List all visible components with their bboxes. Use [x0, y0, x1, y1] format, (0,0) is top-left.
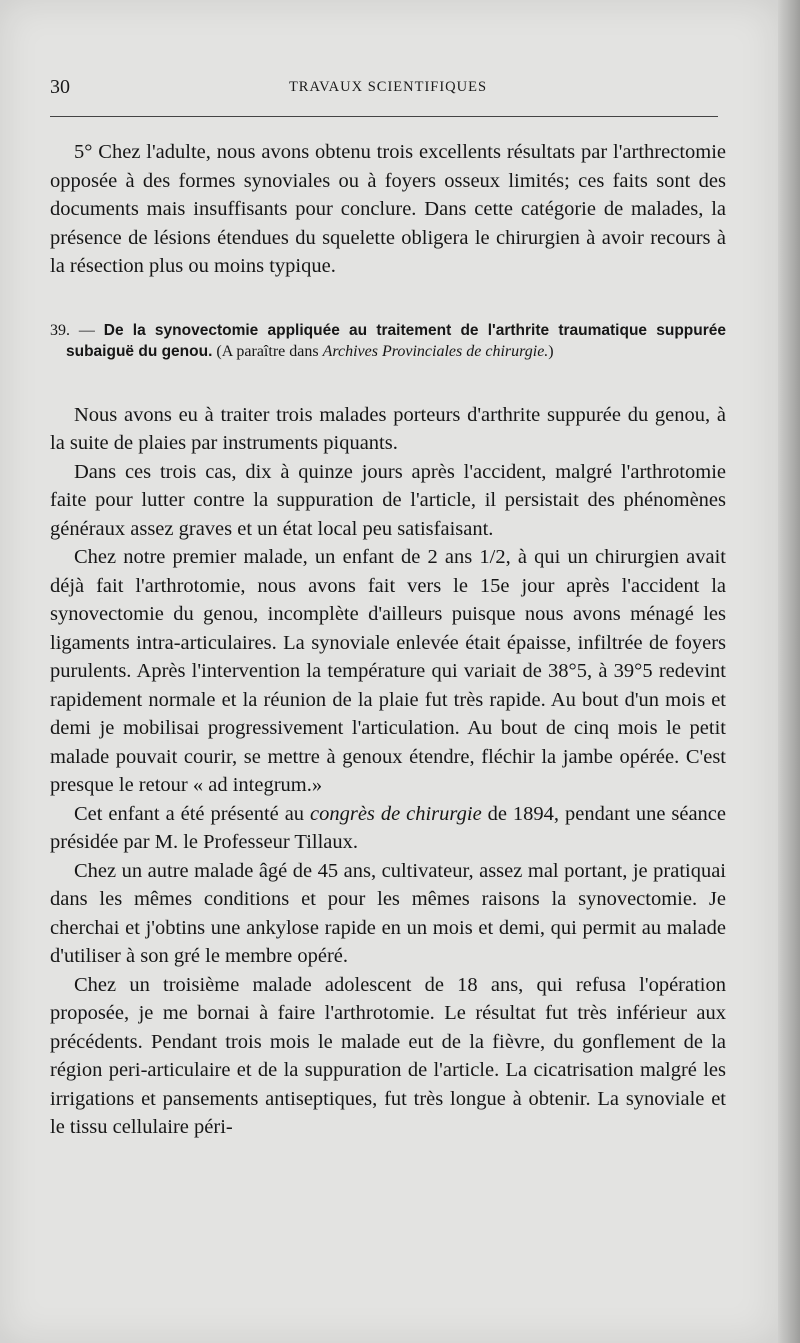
paragraph-third-patient: Chez un troisième malade adolescent de 18 ans, qui refusa l'opération proposée, je me bornai à faire l'arthrotomie. Le résultat fut très inférieur aux précédents. Pendant trois mois le malade eut de la fièvre, du gonflement de la région peri-articulaire et de la suppuration de l'article. La cicatrisation malgré les irrigations et pansements antiseptiques, fut très longue à obtenir. La synoviale et le tissu cellulaire péri-: [50, 973, 726, 1138]
entry-note-prefix: (A paraître dans: [212, 342, 323, 360]
page-number: 30: [50, 76, 70, 98]
congress-text-before: Cet enfant a été présenté au: [74, 802, 310, 825]
paragraph-second-patient: Chez un autre malade âgé de 45 ans, cultivateur, assez mal portant, je pratiquai dans les mêmes conditions et pour les mêmes raisons la synovectomie. Je cherchai et j'obtins une ankylose rapide en un mois et demi, qui permit au malade d'utiliser à son gré le membre opéré.: [50, 859, 726, 967]
running-title: TRAVAUX SCIENTIFIQUES: [288, 79, 488, 95]
congress-name: congrès de chirurgie: [310, 802, 482, 825]
page-edge-shadow: [778, 0, 800, 1343]
running-header: [50, 74, 726, 104]
congress-text-after: de 1894, pendant une séance présidée par M. le Professeur Tillaux.: [50, 802, 727, 853]
paragraph-three-patients: Nous avons eu à traiter trois malades porteurs d'arthrite suppurée du genou, à la suite de plaies par instruments piquants.: [50, 403, 726, 454]
page-body: [50, 138, 726, 1142]
entry-journal: Archives Provinciales de chirurgie.: [322, 342, 549, 360]
paragraph-adult-results: 5° Chez l'adulte, nous avons obtenu trois excellents résultats par l'arthrectomie opposée à des formes synoviales ou à foyers osseux limités; ces faits sont des documents mais insuffisants pour conclure. Dans cette catégorie de malades, la présence de lésions étendues du squelette obligera le chirurgien à avoir recours à la résection plus ou moins typique.: [50, 141, 726, 277]
entry-title: De la synovectomie appliquée au traitement de l'arthrite traumatique suppurée subaiguë du genou.: [66, 321, 726, 360]
entry-note-suffix: ): [548, 342, 554, 360]
paragraph-three-cases: Dans ces trois cas, dix à quinze jours après l'accident, malgré l'arthrotomie faite pour lutter contre la suppuration de l'article, il persistait des phénomènes généraux assez graves et un état local peu satisfaisant.: [50, 460, 726, 540]
paragraph-congress: [50, 800, 726, 857]
entry-number: 39. —: [50, 321, 104, 339]
publication-entry: [50, 320, 726, 362]
paragraph-first-patient: Chez notre premier malade, un enfant de 2 ans 1/2, à qui un chirurgien avait déjà fait l'arthrotomie, nous avons fait vers le 15e jour après l'accident la synovectomie du genou, incomplète d'ailleurs puisque nous avons ménagé les ligaments intra-articulaires. La synoviale enlevée était épaisse, infiltrée de foyers purulents. Après l'intervention la température qui variait de 38°5, à 39°5 redevint rapidement normale et la réunion de la plaie fut très rapide. Au bout d'un mois et demi je mobilisai progressivement l'articulation. Au bout de cinq mois le petit malade pouvait courir, se mettre à genoux étendre, fléchir la jambe opérée. C'est presque le retour « ad integrum.»: [50, 546, 726, 796]
header-rule: [50, 116, 718, 117]
